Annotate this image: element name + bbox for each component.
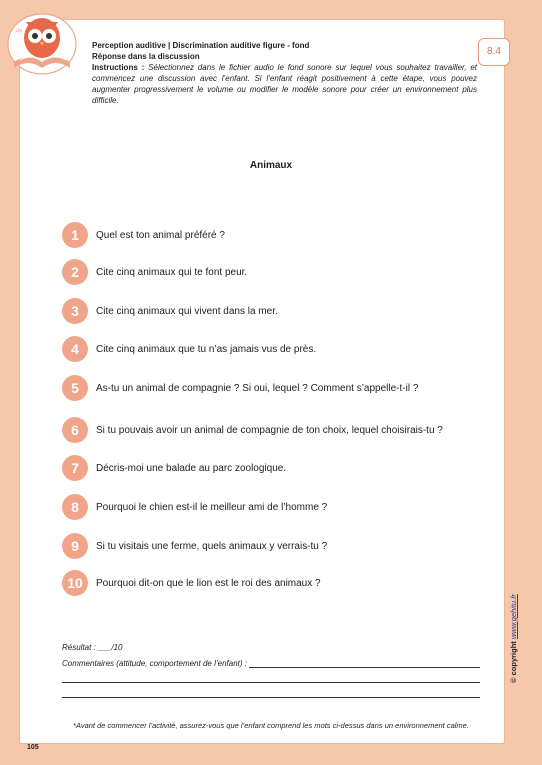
question-text: Cite cinq animaux qui vivent dans la mer. bbox=[96, 305, 278, 317]
page-title: Animaux bbox=[249, 160, 293, 171]
question-number: 10 bbox=[62, 570, 88, 596]
question-number: 1 bbox=[62, 222, 88, 248]
question-text: Pourquoi dit-on que le lion est le roi des animaux ? bbox=[96, 577, 321, 589]
question-text: Pourquoi le chien est-il le meilleur ami de l’homme ? bbox=[96, 501, 328, 513]
question-item bbox=[62, 336, 316, 362]
question-text: As-tu un animal de compagnie ? Si oui, lequel ? Comment s’appelle-t-il ? bbox=[96, 382, 419, 394]
question-item bbox=[62, 222, 225, 248]
question-number: 8 bbox=[62, 494, 88, 520]
instructions-label: Instructions : bbox=[92, 63, 145, 72]
question-item bbox=[62, 298, 278, 324]
question-text: Décris-moi une balade au parc zoologique. bbox=[96, 462, 287, 474]
question-item bbox=[62, 533, 327, 559]
copyright-notice bbox=[509, 565, 523, 685]
footnote: *Avant de commencer l’activité, assurez-vous que l’enfant comprend les mots ci-dessus dans un environnement calme. bbox=[73, 721, 469, 730]
question-item bbox=[62, 417, 443, 443]
question-text: Si tu visitais une ferme, quels animaux y verrais-tu ? bbox=[96, 540, 328, 552]
comments-line bbox=[249, 659, 480, 668]
question-number: 2 bbox=[62, 259, 88, 285]
question-number: 4 bbox=[62, 336, 88, 362]
comments-line bbox=[62, 697, 480, 698]
activity-number-badge: 8.4 bbox=[478, 38, 510, 66]
question-number: 6 bbox=[62, 417, 88, 443]
question-number: 9 bbox=[62, 533, 88, 559]
svg-text:ay: ay bbox=[16, 28, 23, 34]
comments-label: Commentaires (attitude, comportement de l’enfant) : bbox=[62, 659, 247, 668]
question-number: 5 bbox=[62, 375, 88, 401]
activity-header bbox=[92, 40, 477, 106]
comments-row bbox=[62, 659, 480, 668]
question-number: 7 bbox=[62, 455, 88, 481]
activity-response-type: Réponse dans la discussion bbox=[92, 52, 200, 61]
question-text: Cite cinq animaux qui te font peur. bbox=[96, 266, 248, 278]
instructions-text bbox=[92, 62, 477, 106]
question-item bbox=[62, 570, 321, 596]
copyright-label: © copyright bbox=[509, 641, 518, 683]
question-item bbox=[62, 375, 418, 401]
instructions-body: Sélectionnez dans le fichier audio le fond sonore sur lequel vous souhaitez travailler, et commencez une discussion avec l’enfant. Si l’enfant réagit positivement à cette étape, vous pouvez augmenter progressivement le volume ou modifier le modèle sonore pour créer un environnement plus difficile. bbox=[92, 63, 477, 105]
question-number: 3 bbox=[62, 298, 88, 324]
question-text: Si tu pouvais avoir un animal de compagnie de ton choix, lequel choisirais-tu ? bbox=[96, 424, 443, 436]
activity-category: Perception auditive | Discrimination auditive figure - fond bbox=[92, 41, 310, 50]
question-text: Cite cinq animaux que tu n’as jamais vus de près. bbox=[96, 343, 317, 355]
owl-book-logo bbox=[2, 6, 84, 78]
copyright-link[interactable]: www.gehitu.fr bbox=[509, 594, 518, 640]
question-item bbox=[62, 259, 247, 285]
question-item bbox=[62, 494, 327, 520]
question-text: Quel est ton animal préféré ? bbox=[96, 229, 225, 241]
comments-line bbox=[62, 682, 480, 683]
question-item bbox=[62, 455, 286, 481]
result-score: Résultat : ___/10 bbox=[62, 643, 123, 652]
page-number: 105 bbox=[27, 744, 39, 751]
